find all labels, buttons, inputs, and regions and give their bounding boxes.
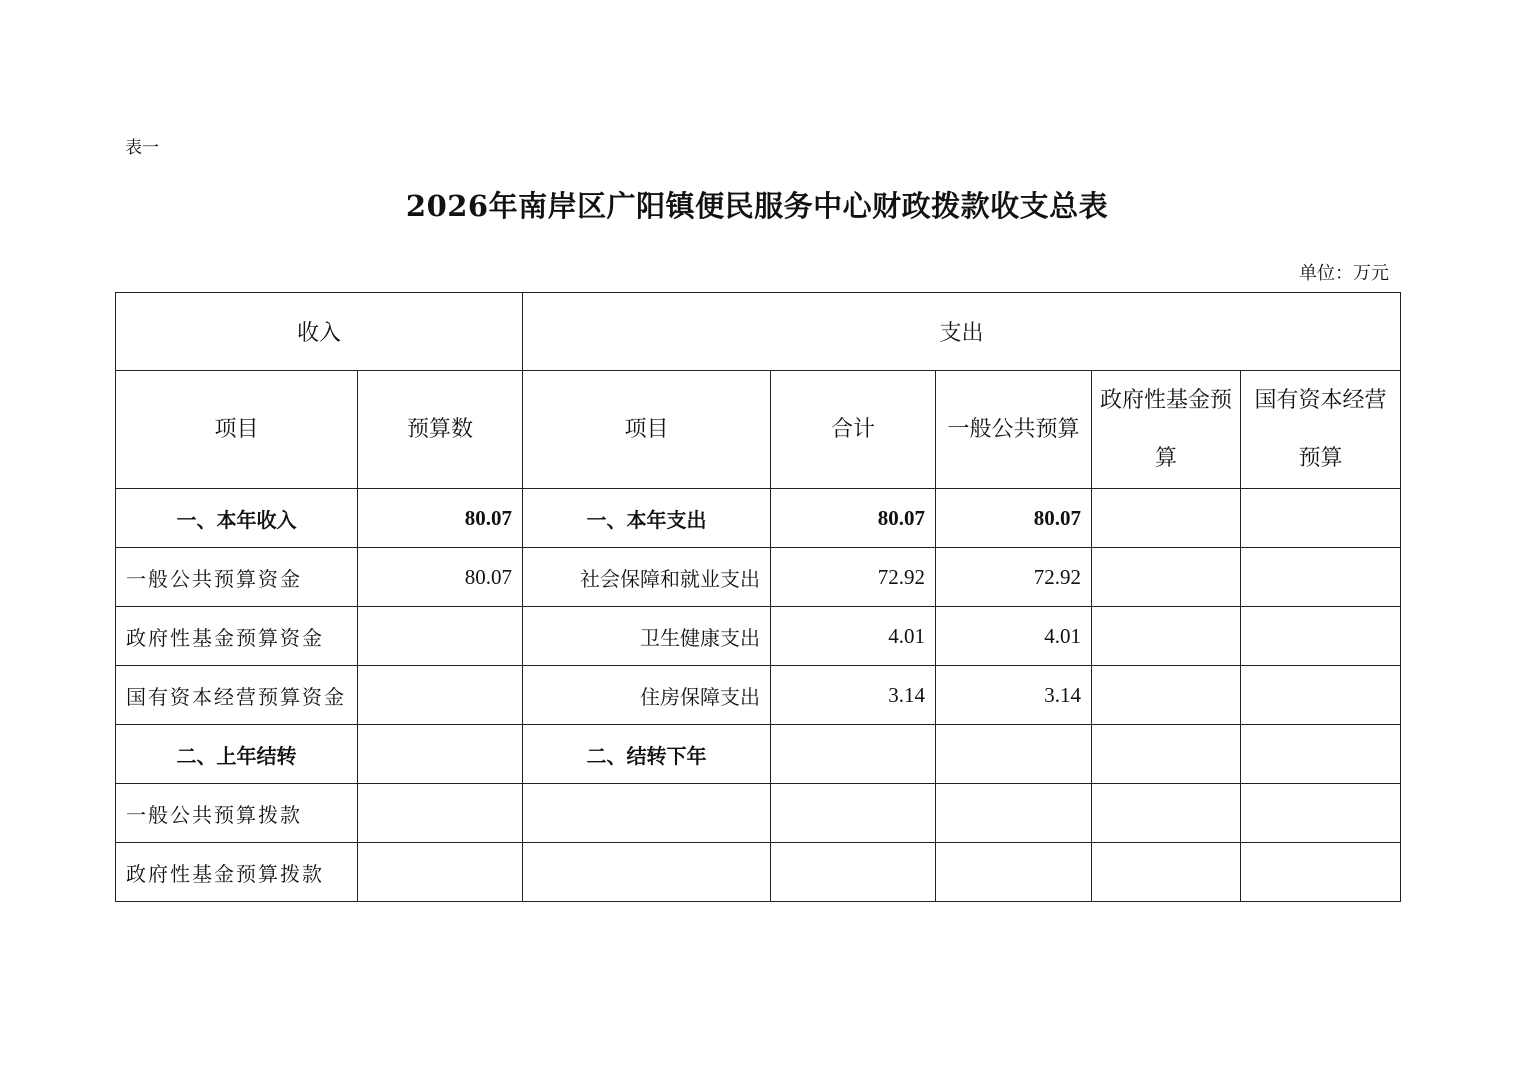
income-budget-cell: 80.07 [358,548,523,607]
expense-group-header: 支出 [523,293,1401,371]
income-group-header: 收入 [116,293,523,371]
table-number: 表一 [125,138,159,158]
total-cell: 3.14 [771,666,936,725]
document-title: 2026年南岸区广阳镇便民服务中心财政拨款收支总表 [405,189,1109,223]
table-row [116,607,1401,666]
total-cell [771,843,936,902]
state-capital-cell [1241,784,1401,843]
general-budget-cell [936,843,1092,902]
table-row [116,725,1401,784]
total-cell: 4.01 [771,607,936,666]
general-budget-cell: 3.14 [936,666,1092,725]
gov-fund-cell [1092,725,1241,784]
general-budget-cell [936,784,1092,843]
expense-item-cell [523,784,771,843]
gov-fund-cell [1092,548,1241,607]
total-cell: 80.07 [771,489,936,548]
header-total: 合计 [771,371,936,489]
general-budget-cell: 80.07 [936,489,1092,548]
table-row [116,843,1401,902]
state-capital-cell [1241,607,1401,666]
gov-fund-cell [1092,666,1241,725]
gov-fund-cell [1092,489,1241,548]
expense-item-cell: 社会保障和就业支出 [523,548,771,607]
table-row [116,666,1401,725]
income-item-cell: 政府性基金预算拨款 [116,843,358,902]
header-income-budget: 预算数 [358,371,523,489]
unit-label: 单位：万元 [1299,263,1389,284]
expense-item-cell: 二、结转下年 [523,725,771,784]
table-row [116,784,1401,843]
income-budget-cell [358,725,523,784]
general-budget-cell: 4.01 [936,607,1092,666]
state-capital-cell [1241,548,1401,607]
header-income-item: 项目 [116,371,358,489]
state-capital-cell [1241,725,1401,784]
expense-item-cell: 一、本年支出 [523,489,771,548]
state-capital-cell [1241,489,1401,548]
gov-fund-cell [1092,843,1241,902]
total-cell [771,784,936,843]
state-capital-cell [1241,666,1401,725]
group-header-row [116,293,1401,371]
table-row [116,548,1401,607]
income-budget-cell [358,784,523,843]
header-general-budget: 一般公共预算 [936,371,1092,489]
income-item-cell: 一般公共预算资金 [116,548,358,607]
income-item-cell: 一、本年收入 [116,489,358,548]
income-item-cell: 政府性基金预算资金 [116,607,358,666]
expense-item-cell: 卫生健康支出 [523,607,771,666]
income-budget-cell: 80.07 [358,489,523,548]
table-row [116,489,1401,548]
general-budget-cell: 72.92 [936,548,1092,607]
expense-item-cell [523,843,771,902]
income-item-cell: 二、上年结转 [116,725,358,784]
header-expense-item: 项目 [523,371,771,489]
income-budget-cell [358,843,523,902]
total-cell: 72.92 [771,548,936,607]
budget-table [115,292,1401,902]
gov-fund-cell [1092,607,1241,666]
income-item-cell: 国有资本经营预算资金 [116,666,358,725]
state-capital-cell [1241,843,1401,902]
gov-fund-cell [1092,784,1241,843]
column-header-row [116,371,1401,489]
header-gov-fund: 政府性基金预算 [1092,371,1241,489]
income-item-cell: 一般公共预算拨款 [116,784,358,843]
general-budget-cell [936,725,1092,784]
income-budget-cell [358,666,523,725]
income-budget-cell [358,607,523,666]
total-cell [771,725,936,784]
expense-item-cell: 住房保障支出 [523,666,771,725]
header-state-capital: 国有资本经营预算 [1241,371,1401,489]
